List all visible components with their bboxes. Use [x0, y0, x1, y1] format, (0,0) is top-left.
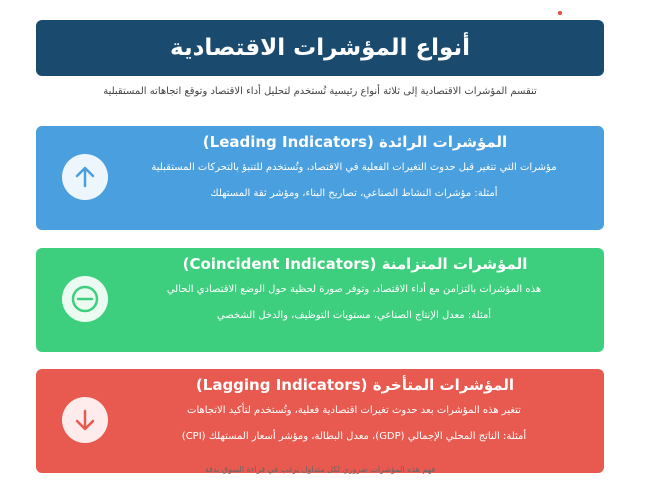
intro-text: تنقسم المؤشرات الاقتصادية إلى ثلاثة أنواع رئيسية تُستخدم لتحليل أداء الاقتصاد وتوقع اتجاهاته المستقبلية — [103, 86, 537, 97]
card-description: هذه المؤشرات بالتزامن مع أداء الاقتصاد، وتوفر صورة لحظية حول الوضع الاقتصادي الحالي — [166, 284, 542, 295]
card-examples: أمثلة: مؤشرات النشاط الصناعي، تصاريح البناء، ومؤشر ثقة المستهلك — [210, 188, 498, 199]
card-examples: أمثلة: الناتج المحلي الإجمالي (GDP)، معدل البطالة، ومؤشر أسعار المستهلك (CPI) — [181, 431, 527, 442]
equals-icon — [62, 276, 108, 322]
coincident-indicators-card — [36, 248, 604, 352]
card-title: (Lagging Indicators) المؤشرات المتأخرة — [195, 376, 515, 394]
lagging-indicators-card — [36, 369, 604, 473]
decorative-dot — [558, 11, 562, 15]
arrow-up-icon — [62, 154, 108, 200]
page-title: أنواع المؤشرات الاقتصادية — [170, 35, 470, 61]
card-description: مؤشرات التي تتغير قبل حدوث التغيرات الفعلية في الاقتصاد، وتُستخدم للتنبؤ بالتحركات المستقبلية — [151, 162, 557, 173]
arrow-down-icon — [62, 397, 108, 443]
card-title: (Leading Indicators) المؤشرات الرائدة — [202, 133, 508, 151]
card-examples: أمثلة: معدل الإنتاج الصناعي، مستويات التوظيف، والدخل الشخصي — [216, 310, 492, 321]
page-header — [36, 20, 604, 76]
footer-text: فهم هذه المؤشرات ضروري لكل متداول يرغب في قراءة السوق بدقة — [204, 465, 436, 474]
card-title: (Coincident Indicators) المؤشرات المتزامنة — [182, 255, 528, 273]
card-description: تتغير هذه المؤشرات بعد حدوث تغيرات اقتصادية فعلية، وتُستخدم لتأكيد الاتجاهات — [187, 405, 521, 416]
leading-indicators-card — [36, 126, 604, 230]
